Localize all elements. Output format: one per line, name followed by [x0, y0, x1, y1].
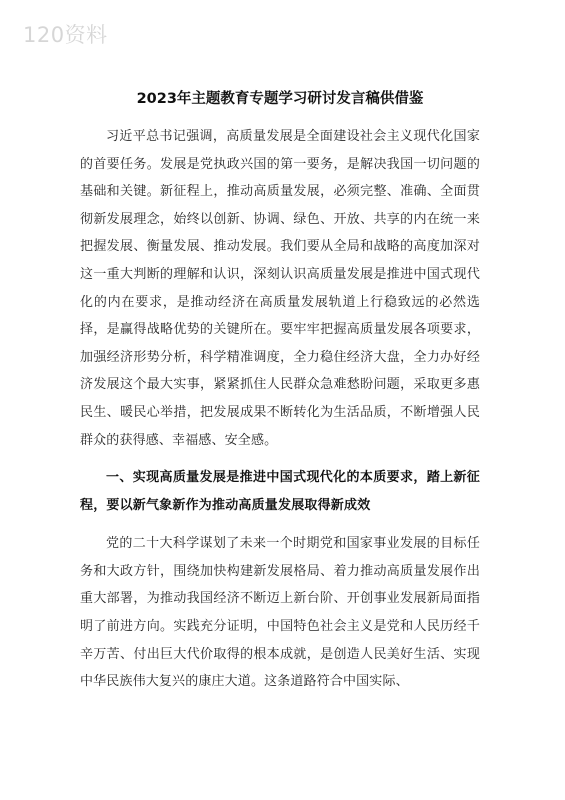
document-title: 2023年主题教育专题学习研讨发言稿供借鉴 — [136, 91, 424, 107]
paragraph-section-1: 党的二十大科学谋划了未来一个时期党和国家事业发展的目标任务和大政方针，围绕加快构建新发展格局、着力推动高质量发展作出重大部署，为推动我国经济不断迈上新台阶、开创事业发展新局面指明了前进方向。实践充分证明，中国特色社会主义是党和人民历经千辛万苦、付出巨大代价取得的根本成就，是创造人民美好生活、实现中华民族伟大复兴的康庄大道。这条道路符合中国实际、 — [80, 536, 480, 690]
paragraph-intro: 习近平总书记强调，高质量发展是全面建设社会主义现代化国家的首要任务。发展是党执政兴国的第一要务，是解决我国一切问题的基础和关键。新征程上，推动高质量发展，必须完整、准确、全面贯彻新发展理念，始终以创新、协调、绿色、开放、共享的内在统一来把握发展、衡量发展、推动发展。我们要从全局和战略的高度加深对这一重大判断的理解和认识，深刻认识高质量发展是推进中国式现代化的内在要求，是推动经济在高质量发展轨道上行稳致远的必然选择，是赢得战略优势的关键所在。要牢牢把握高质量发展各项要求，加强经济形势分析，科学精准调度，全力稳住经济大盘，全力办好经济发展这个最大实事，紧紧抓住人民群众急难愁盼问题，采取更多惠民生、暖民心举措，把发展成果不断转化为生活品质，不断增强人民群众的获得感、幸福感、安全感。 — [80, 129, 480, 448]
section-heading-1: 一、实现高质量发展是推进中国式现代化的本质要求，踏上新征程，要以新气象新作为推动高质量发展取得新成效 — [80, 470, 480, 514]
watermark-text: 120资料 — [23, 23, 108, 47]
document-body — [80, 88, 480, 696]
